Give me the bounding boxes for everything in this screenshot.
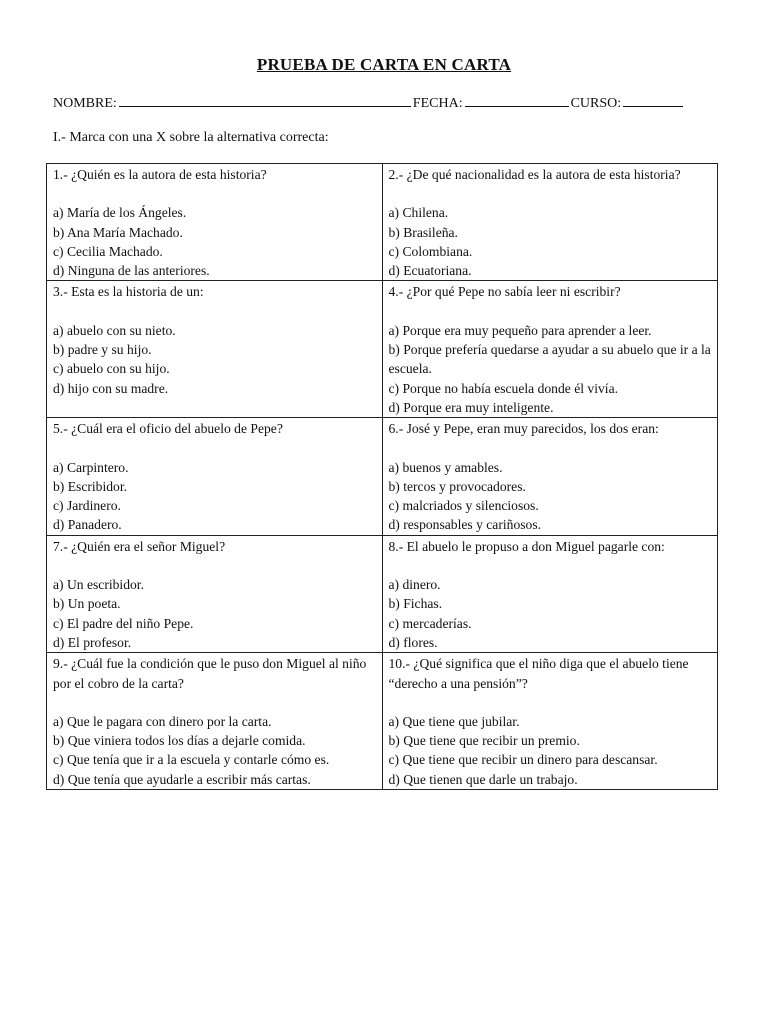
- question-cell: [47, 164, 383, 281]
- answer-option[interactable]: d) Ecuatoriana.: [388, 263, 472, 279]
- student-info-line: [53, 93, 718, 112]
- question-row: [47, 653, 718, 790]
- answer-option[interactable]: d) flores.: [388, 634, 438, 650]
- instruction-text: I.- Marca con una X sobre la alternativa correcta:: [53, 130, 329, 145]
- answer-option[interactable]: b) Un poeta.: [53, 596, 121, 612]
- question-text: 4.- ¿Por qué Pepe no sabía leer ni escribir?: [388, 284, 621, 300]
- question-text: 8.- El abuelo le propuso a don Miguel pagarle con:: [388, 538, 665, 554]
- question-text: 5.- ¿Cuál era el oficio del abuelo de Pepe?: [53, 421, 283, 437]
- question-cell: [382, 164, 718, 281]
- question-text: 1.- ¿Quién es la autora de esta historia?: [53, 167, 267, 182]
- question-cell: [382, 535, 718, 652]
- answer-option[interactable]: a) Porque era muy pequeño para aprender a leer.: [388, 322, 652, 338]
- answer-option[interactable]: c) Jardinero.: [53, 498, 121, 514]
- question-cell: [47, 418, 383, 535]
- spacer: [389, 439, 712, 458]
- answer-option[interactable]: a) abuelo con su nieto.: [53, 322, 176, 338]
- spacer: [53, 302, 376, 321]
- question-cell: [47, 653, 383, 790]
- answer-option[interactable]: b) padre y su hijo.: [53, 342, 152, 358]
- answer-option[interactable]: c) El padre del niño Pepe.: [53, 615, 194, 631]
- answer-option[interactable]: a) Carpintero.: [53, 459, 129, 475]
- question-text: 6.- José y Pepe, eran muy parecidos, los dos eran:: [388, 421, 659, 437]
- question-cell: [47, 535, 383, 652]
- answer-option[interactable]: b) Ana María Machado.: [53, 224, 183, 240]
- fecha-label: FECHA:: [412, 96, 463, 111]
- answer-option[interactable]: d) Que tienen que darle un trabajo.: [388, 771, 578, 787]
- nombre-label: NOMBRE:: [53, 96, 117, 111]
- answer-option[interactable]: b) Escribidor.: [53, 478, 127, 494]
- question-cell: [382, 653, 718, 790]
- answer-option[interactable]: d) Porque era muy inteligente.: [388, 399, 554, 415]
- answer-option[interactable]: c) mercaderías.: [388, 615, 472, 631]
- question-text: 7.- ¿Quién era el señor Miguel?: [53, 538, 226, 554]
- answer-option[interactable]: a) Un escribidor.: [53, 577, 144, 593]
- spacer: [53, 693, 376, 712]
- spacer: [53, 439, 376, 458]
- question-text: 9.- ¿Cuál fue la condición que le puso don Miguel al niño por el cobro de la carta?: [53, 656, 367, 691]
- spacer: [389, 184, 712, 203]
- spacer: [389, 302, 712, 321]
- answer-option[interactable]: a) María de los Ángeles.: [53, 205, 187, 221]
- answer-option[interactable]: c) Colombiana.: [388, 243, 473, 259]
- answer-option[interactable]: d) Panadero.: [53, 517, 122, 533]
- answer-option[interactable]: a) buenos y amables.: [388, 459, 503, 475]
- answer-option[interactable]: d) El profesor.: [53, 634, 132, 650]
- answer-option[interactable]: b) Porque prefería quedarse a ayudar a su abuelo que ir a la escuela.: [388, 342, 711, 377]
- question-text: 3.- Esta es la historia de un:: [53, 284, 204, 300]
- answer-option[interactable]: c) Cecilia Machado.: [53, 243, 163, 259]
- question-row: [47, 281, 718, 418]
- answer-option[interactable]: c) Porque no había escuela donde él vivía.: [388, 380, 619, 396]
- answer-option[interactable]: d) hijo con su madre.: [53, 380, 169, 396]
- answer-option[interactable]: a) Chilena.: [388, 205, 449, 221]
- answer-option[interactable]: c) Que tiene que recibir un dinero para descansar.: [388, 752, 658, 768]
- curso-blank[interactable]: [623, 93, 683, 107]
- spacer: [53, 184, 376, 203]
- answer-option[interactable]: a) Que le pagara con dinero por la carta.: [53, 713, 272, 729]
- answer-option[interactable]: a) Que tiene que jubilar.: [388, 713, 520, 729]
- answer-option[interactable]: d) Ninguna de las anteriores.: [53, 263, 210, 279]
- question-cell: [382, 281, 718, 418]
- fecha-blank[interactable]: [465, 93, 569, 107]
- answer-option[interactable]: c) Que tenía que ir a la escuela y contarle cómo es.: [53, 752, 330, 768]
- question-cell: [47, 281, 383, 418]
- page-title: PRUEBA DE CARTA EN CARTA: [256, 55, 512, 74]
- answer-option[interactable]: c) abuelo con su hijo.: [53, 361, 170, 377]
- nombre-blank[interactable]: [119, 93, 411, 107]
- question-row: [47, 535, 718, 652]
- spacer: [389, 556, 712, 575]
- questions-table: [46, 163, 718, 790]
- spacer: [53, 556, 376, 575]
- question-text: 10.- ¿Qué significa que el niño diga que el abuelo tiene “derecho a una pensión”?: [388, 656, 689, 691]
- spacer: [389, 693, 712, 712]
- answer-option[interactable]: d) responsables y cariñosos.: [388, 517, 542, 533]
- answer-option[interactable]: b) tercos y provocadores.: [388, 478, 526, 494]
- question-cell: [382, 418, 718, 535]
- answer-option[interactable]: c) malcriados y silenciosos.: [388, 498, 539, 514]
- answer-option[interactable]: a) dinero.: [388, 577, 441, 593]
- answer-option[interactable]: b) Fichas.: [388, 596, 443, 612]
- question-row: [47, 164, 718, 281]
- answer-option[interactable]: d) Que tenía que ayudarle a escribir más cartas.: [53, 771, 311, 787]
- answer-option[interactable]: b) Que viniera todos los días a dejarle comida.: [53, 733, 306, 749]
- question-row: [47, 418, 718, 535]
- curso-label: CURSO:: [570, 96, 622, 111]
- answer-option[interactable]: b) Brasileña.: [388, 224, 458, 240]
- question-text: 2.- ¿De qué nacionalidad es la autora de esta historia?: [388, 167, 681, 182]
- answer-option[interactable]: b) Que tiene que recibir un premio.: [388, 733, 580, 749]
